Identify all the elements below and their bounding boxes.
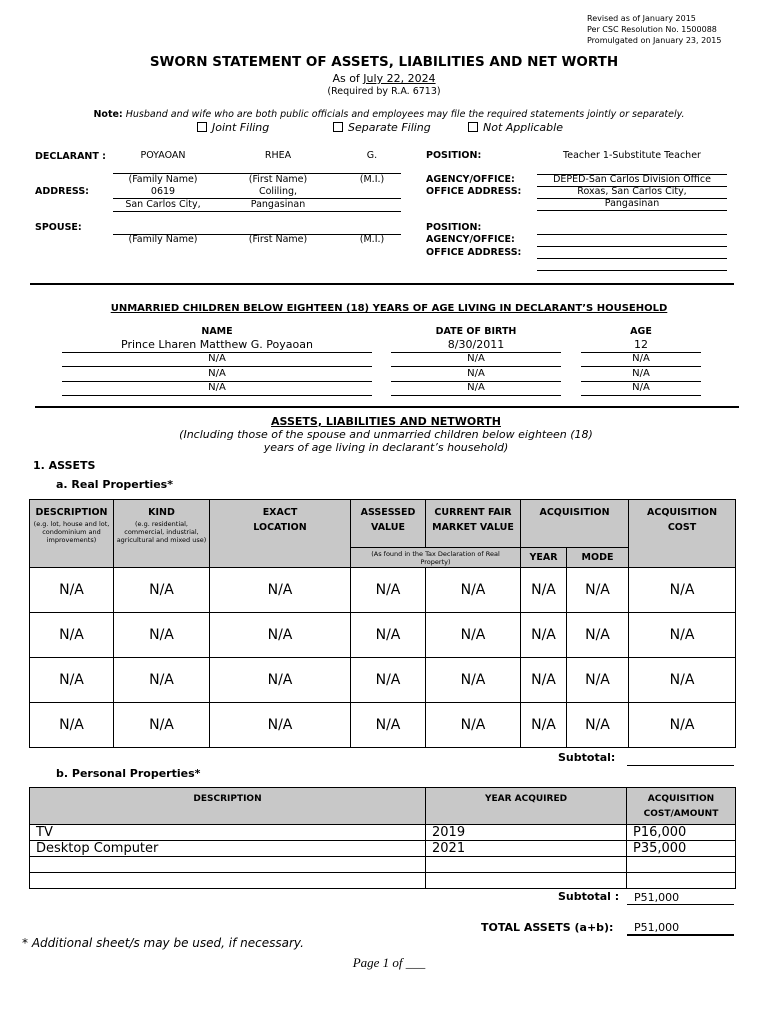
child-age: N/A	[632, 353, 650, 364]
table-cell: N/A	[426, 568, 521, 613]
table-row	[30, 825, 736, 841]
section-divider	[35, 406, 739, 408]
col-mode	[567, 548, 629, 568]
as-of-prefix: As of	[332, 72, 364, 85]
checkbox-icon[interactable]	[197, 122, 207, 132]
spouse-label: SPOUSE:	[35, 222, 82, 233]
col-location	[210, 500, 351, 568]
address-line2a: San Carlos City,	[125, 199, 201, 210]
real-properties-label: a. Real Properties*	[56, 478, 173, 491]
assets-subheading: years of age living in declarant’s household)	[263, 441, 509, 454]
first-name-caption: (First Name)	[248, 174, 308, 185]
spouse-position-line	[537, 234, 727, 235]
personal-properties-label: b. Personal Properties*	[56, 767, 201, 780]
personal-properties-table	[29, 787, 736, 889]
col-acquisition-amount	[627, 788, 736, 825]
table-cell: Desktop Computer	[30, 841, 426, 857]
child-row-line	[391, 366, 561, 367]
declarant-family-name: POYAOAN	[140, 150, 186, 161]
table-cell: N/A	[210, 703, 351, 748]
children-heading: UNMARRIED CHILDREN BELOW EIGHTEEN (18) YEARS OF AGE LIVING IN DECLARANT’S HOUSEHOLD	[110, 303, 668, 314]
col-acquisition-label: ACQUISITION	[539, 507, 610, 518]
col-cost	[629, 500, 736, 568]
spouse-first-caption: (First Name)	[248, 234, 308, 245]
table-cell: N/A	[521, 658, 567, 703]
required-by: (Required by R.A. 6713)	[327, 86, 441, 97]
table-cell: N/A	[114, 568, 210, 613]
not-applicable-option[interactable]	[468, 121, 563, 134]
table-cell: N/A	[567, 658, 629, 703]
spouse-office-address-line	[537, 270, 727, 271]
table-cell: P35,000	[627, 841, 736, 857]
total-assets-label: TOTAL ASSETS (a+b):	[481, 921, 614, 934]
table-cell: N/A	[114, 613, 210, 658]
total-assets-value: P51,000	[634, 921, 680, 934]
col-assessed-label: ASSESSED VALUE	[360, 507, 416, 533]
col-market-label: CURRENT FAIR MARKET VALUE	[432, 507, 514, 533]
child-age: N/A	[632, 368, 650, 379]
assets-subheading: (Including those of the spouse and unmarried children below eighteen (18)	[179, 428, 593, 441]
total-assets-line	[627, 934, 734, 936]
child-dob: 8/30/2011	[447, 338, 505, 351]
family-name-caption: (Family Name)	[128, 174, 198, 185]
real-subtotal-line	[627, 765, 734, 766]
real-properties-table	[29, 499, 736, 748]
joint-filing-option[interactable]	[197, 121, 269, 134]
spouse-office-address-label: OFFICE ADDRESS:	[426, 247, 522, 258]
table-cell: N/A	[521, 703, 567, 748]
spouse-agency-label: AGENCY/OFFICE:	[426, 234, 515, 245]
spouse-office-address-line	[537, 258, 727, 259]
table-cell	[30, 857, 426, 873]
address-label: ADDRESS:	[35, 186, 89, 197]
table-cell: N/A	[351, 658, 426, 703]
table-cell: N/A	[426, 658, 521, 703]
as-of-date: July 22, 2024	[363, 72, 436, 85]
table-cell: N/A	[30, 658, 114, 703]
table-row	[30, 873, 736, 889]
table-cell: N/A	[30, 613, 114, 658]
table-cell: N/A	[567, 703, 629, 748]
col-mode-label: MODE	[581, 552, 614, 563]
revision-line: Revised as of January 2015	[587, 14, 696, 23]
col-description	[30, 500, 114, 568]
col-kind-note: (e.g. residential, commercial, industrial, agricultural and mixed use)	[116, 520, 207, 544]
personal-subtotal-value: P51,000	[634, 891, 680, 904]
table-cell: N/A	[351, 703, 426, 748]
col-personal-description: DESCRIPTION	[30, 788, 426, 825]
table-cell: N/A	[210, 613, 351, 658]
personal-subtotal-label: Subtotal :	[558, 890, 620, 903]
table-cell: N/A	[426, 703, 521, 748]
child-row-line	[581, 366, 701, 367]
section-divider	[30, 283, 734, 285]
table-row	[30, 658, 736, 703]
option-label: Joint Filing	[212, 121, 270, 134]
table-cell: N/A	[629, 568, 736, 613]
table-cell: 2019	[426, 825, 627, 841]
table-cell: P16,000	[627, 825, 736, 841]
spouse-mi-caption: (M.I.)	[359, 234, 385, 245]
revision-block	[587, 13, 721, 46]
position-value: Teacher 1-Substitute Teacher	[563, 150, 701, 161]
children-col-age: AGE	[630, 326, 652, 337]
col-year-acquired: YEAR ACQUIRED	[426, 788, 627, 825]
col-assessed	[351, 500, 426, 548]
col-acquisition	[521, 500, 629, 548]
office-address-line	[537, 210, 727, 211]
table-cell: N/A	[521, 568, 567, 613]
checkbox-icon[interactable]	[468, 122, 478, 132]
child-row-line	[581, 395, 701, 396]
child-age: 12	[634, 338, 648, 351]
child-row-line	[391, 395, 561, 396]
table-cell: N/A	[114, 658, 210, 703]
page-number: Page 1 of ___	[352, 955, 426, 970]
col-market	[426, 500, 521, 548]
revision-line: Promulgated on January 23, 2015	[587, 36, 722, 45]
table-row	[30, 857, 736, 873]
col-year	[521, 548, 567, 568]
col-kind	[114, 500, 210, 568]
table-cell: N/A	[629, 703, 736, 748]
table-row	[30, 568, 736, 613]
col-acquisition-amount-label: ACQUISITION COST/AMOUNT	[643, 794, 719, 819]
child-dob: N/A	[467, 382, 485, 393]
position-label: POSITION:	[426, 150, 482, 161]
declarant-first-name: RHEA	[264, 150, 292, 161]
table-row	[30, 613, 736, 658]
address-line1b: Coliling,	[258, 186, 298, 197]
checkbox-icon[interactable]	[333, 122, 343, 132]
personal-subtotal-line	[627, 904, 734, 905]
table-cell: N/A	[567, 568, 629, 613]
footnote: * Additional sheet/s may be used, if necessary.	[22, 936, 304, 950]
spouse-position-label: POSITION:	[426, 222, 482, 233]
as-of-line	[0, 72, 768, 85]
col-description-label: DESCRIPTION	[35, 507, 108, 518]
child-name: Prince Lharen Matthew G. Poyaoan	[121, 338, 313, 351]
table-row	[30, 703, 736, 748]
office-address-line2: Pangasinan	[604, 198, 660, 209]
table-row	[30, 841, 736, 857]
table-cell	[627, 873, 736, 889]
spouse-family-caption: (Family Name)	[128, 234, 198, 245]
option-label: Not Applicable	[483, 121, 563, 134]
children-col-name: NAME	[201, 326, 233, 337]
child-row-line	[62, 366, 372, 367]
office-address-line1: Roxas, San Carlos City,	[577, 186, 687, 197]
table-cell: N/A	[30, 568, 114, 613]
col-kind-label: KIND	[148, 507, 175, 518]
table-cell	[426, 857, 627, 873]
mi-caption: (M.I.)	[359, 174, 385, 185]
table-cell: N/A	[629, 658, 736, 703]
real-subtotal-label: Subtotal:	[558, 751, 616, 764]
table-cell: N/A	[629, 613, 736, 658]
child-dob: N/A	[467, 353, 485, 364]
col-cost-label: ACQUISITION COST	[647, 507, 718, 533]
table-cell: N/A	[567, 613, 629, 658]
declarant-mi: G.	[366, 150, 378, 161]
table-cell: N/A	[210, 568, 351, 613]
office-address-label: OFFICE ADDRESS:	[426, 186, 522, 197]
table-cell: N/A	[114, 703, 210, 748]
col-location-label: EXACT LOCATION	[253, 507, 307, 533]
table-cell: N/A	[521, 613, 567, 658]
table-cell: TV	[30, 825, 426, 841]
address-line2b: Pangasinan	[250, 199, 306, 210]
table-cell	[426, 873, 627, 889]
agency-value: DEPED-San Carlos Division Office	[553, 174, 711, 185]
table-cell	[627, 857, 736, 873]
child-dob: N/A	[467, 368, 485, 379]
revision-line: Per CSC Resolution No. 1500088	[587, 25, 717, 34]
separate-filing-option[interactable]	[333, 121, 431, 134]
address-line	[113, 211, 401, 212]
note-label: Note:	[93, 109, 123, 120]
col-year-label: YEAR	[529, 552, 558, 563]
spouse-agency-line	[537, 246, 727, 247]
child-name: N/A	[208, 382, 226, 393]
agency-label: AGENCY/OFFICE:	[426, 174, 515, 185]
child-row-line	[62, 395, 372, 396]
note-text: Husband and wife who are both public officials and employees may file the required statements jointly or separately.	[122, 109, 685, 120]
declarant-label: DECLARANT :	[35, 151, 106, 162]
child-name: N/A	[208, 353, 226, 364]
child-name: N/A	[208, 368, 226, 379]
table-cell: N/A	[351, 568, 426, 613]
table-cell: N/A	[210, 658, 351, 703]
note-line	[0, 109, 768, 120]
children-col-dob: DATE OF BIRTH	[435, 326, 517, 337]
table-cell: N/A	[351, 613, 426, 658]
col-description-note: (e.g. lot, house and lot, condominium and improvements)	[33, 520, 110, 544]
option-label: Separate Filing	[348, 121, 431, 134]
table-cell: 2021	[426, 841, 627, 857]
assets-heading: ASSETS, LIABILITIES AND NETWORTH	[271, 415, 501, 428]
table-cell: N/A	[426, 613, 521, 658]
child-age: N/A	[632, 382, 650, 393]
assets-label: 1. ASSETS	[33, 459, 96, 472]
tax-note-label: (As found in the Tax Declaration of Real Property)	[371, 549, 500, 566]
table-cell	[30, 873, 426, 889]
table-cell: N/A	[30, 703, 114, 748]
page-title: SWORN STATEMENT OF ASSETS, LIABILITIES AND NET WORTH	[149, 54, 619, 70]
address-line1a: 0619	[150, 186, 176, 197]
tax-declaration-note	[351, 548, 521, 568]
